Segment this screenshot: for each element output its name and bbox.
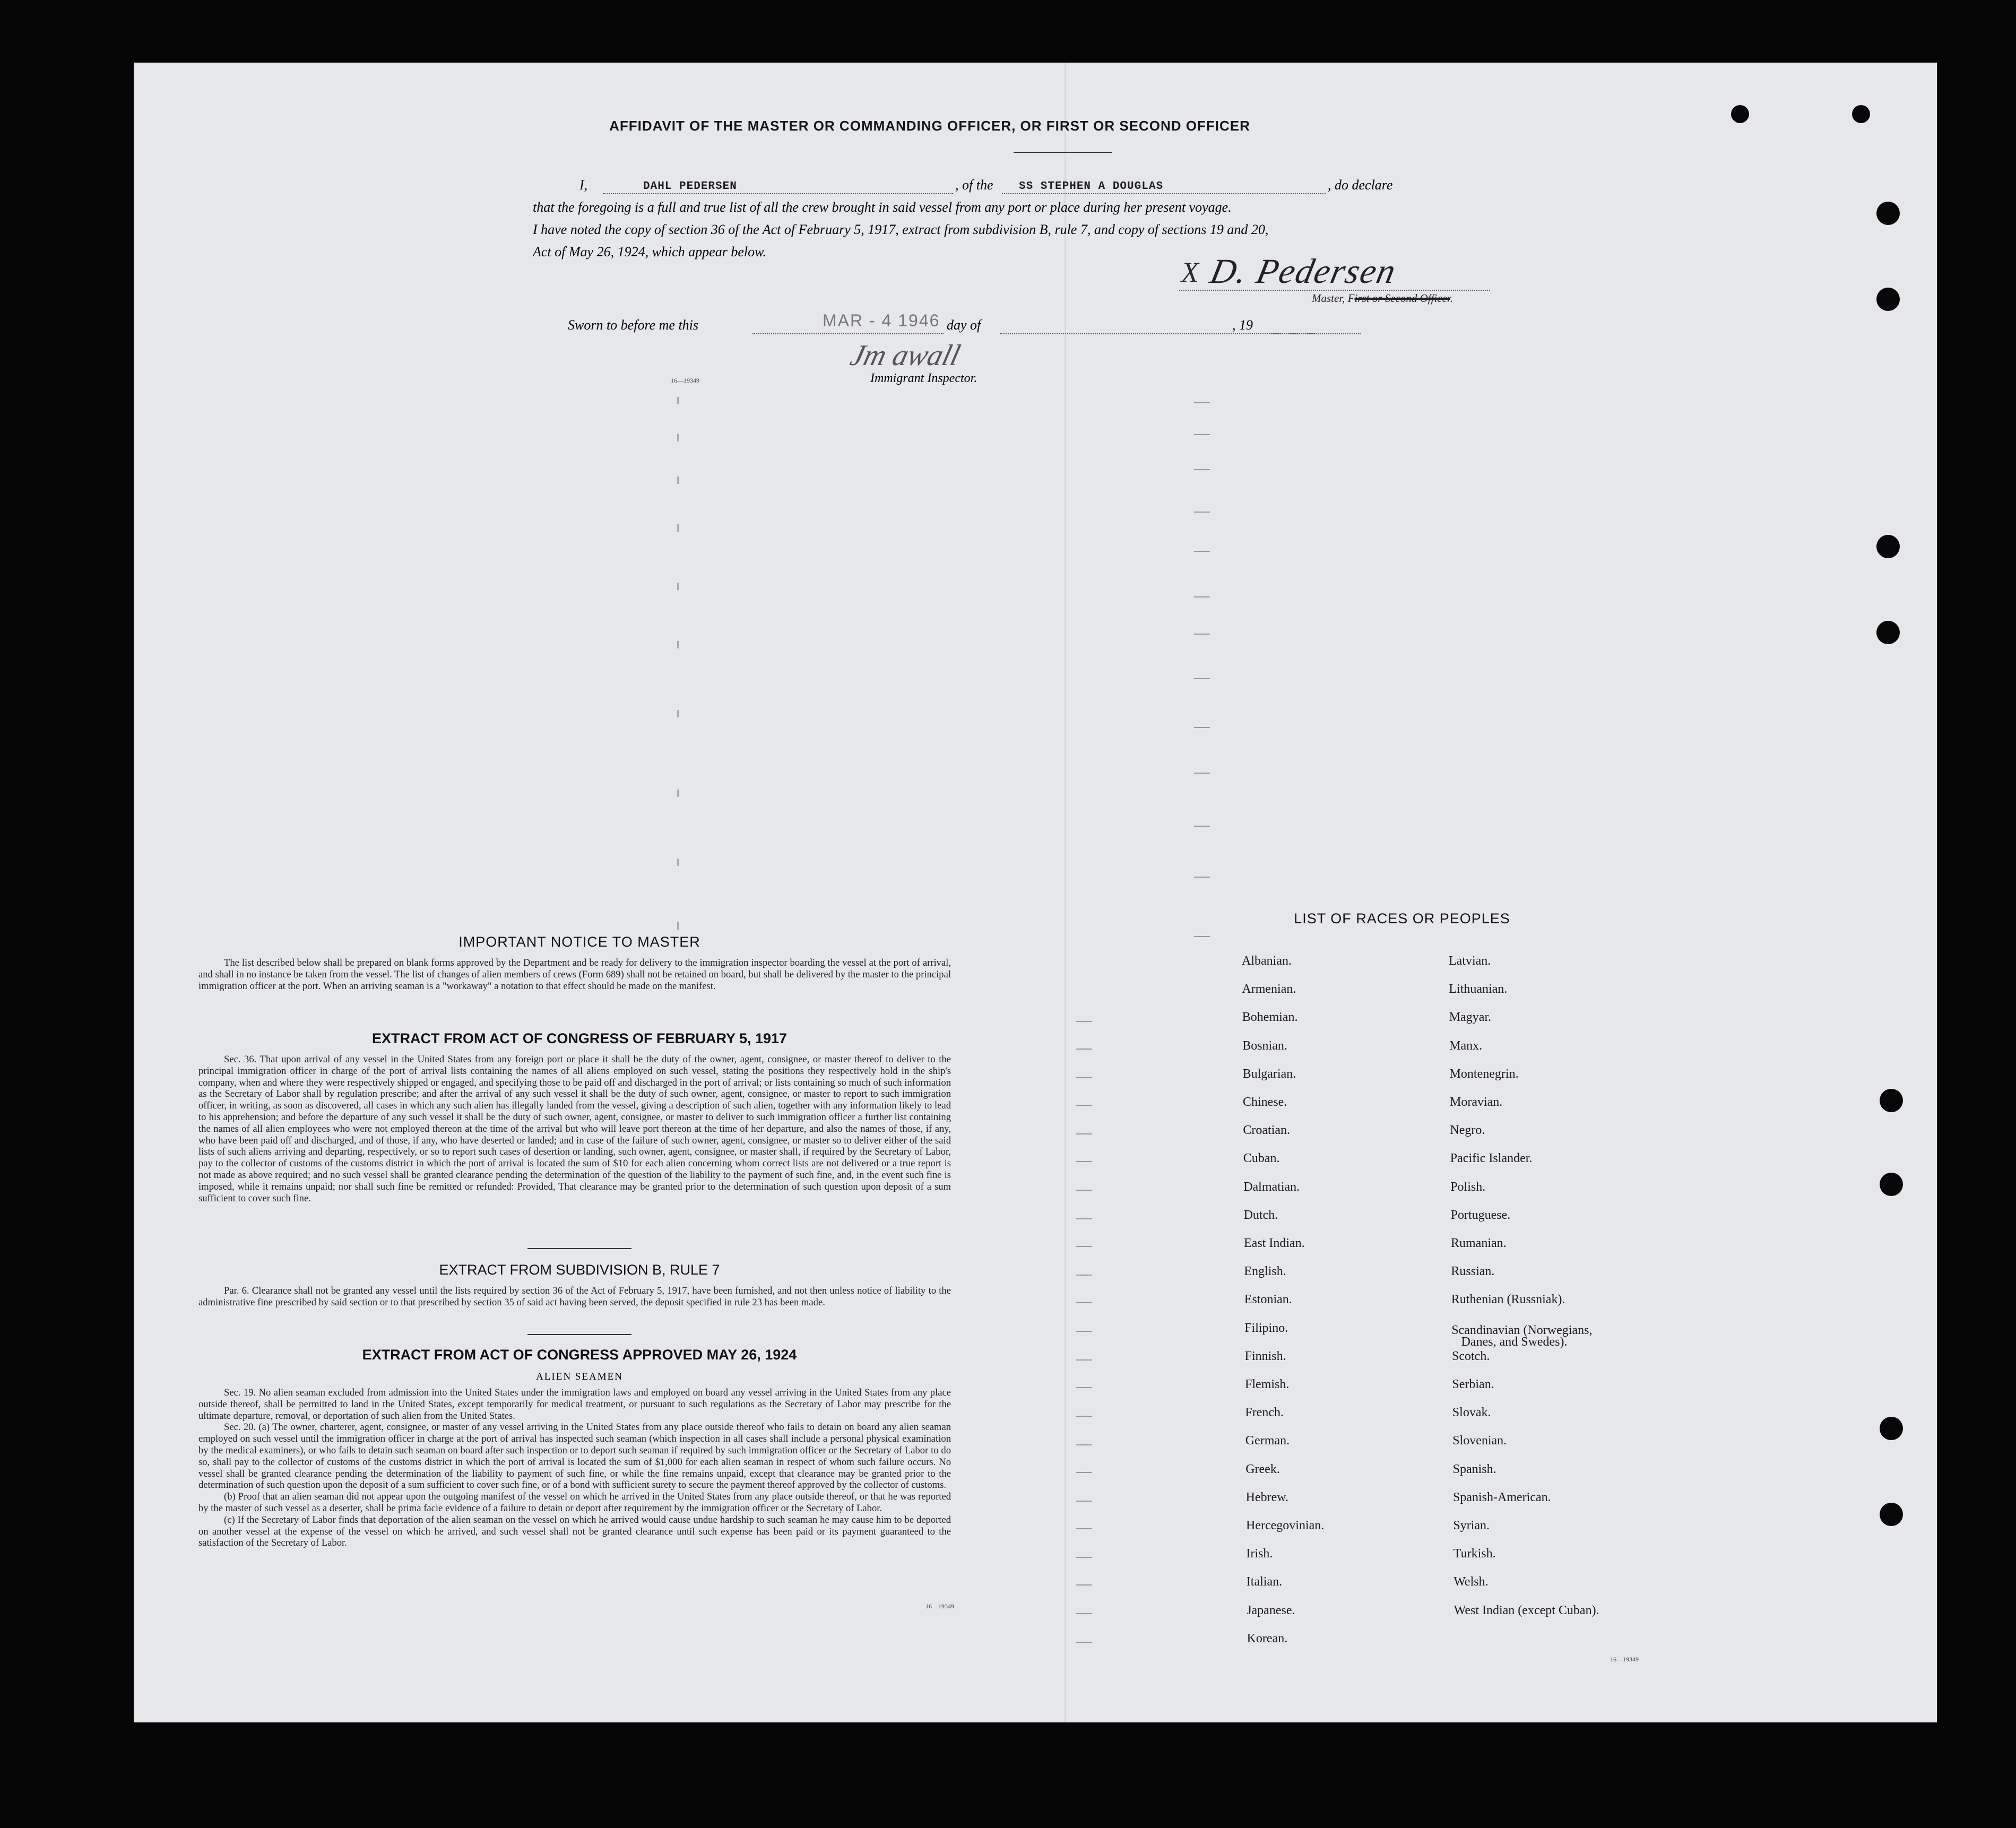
ghost-dash bbox=[1194, 551, 1210, 552]
ghost-dash bbox=[1194, 826, 1210, 827]
race-item: Japanese. bbox=[1247, 1603, 1295, 1617]
ghost-tick bbox=[677, 397, 679, 404]
ghost-dash bbox=[1076, 1161, 1092, 1162]
declarant-pronoun: I, bbox=[579, 177, 588, 193]
extract-rule7-text bbox=[198, 1285, 951, 1309]
ghost-dash bbox=[1076, 1021, 1092, 1022]
race-item: Russian. bbox=[1451, 1264, 1495, 1279]
ghost-tick bbox=[677, 477, 679, 484]
notice-title: IMPORTANT NOTICE TO MASTER bbox=[458, 934, 700, 950]
ghost-dash bbox=[1194, 512, 1210, 513]
sec20b-paragraph: (b) Proof that an alien seaman did not appear upon the outgoing manifest of the vessel on which he arrived in the United States from any place outside thereof, or that he was reported by the master of such vessel as a deserter, shall be prima facie evidence of a failure to detain or deport after requirement by the immigration officer or the Secretary of Labor. bbox=[198, 1491, 951, 1514]
ghost-dash bbox=[1194, 773, 1210, 774]
race-item: Chinese. bbox=[1243, 1095, 1287, 1109]
ghost-dash bbox=[1076, 1275, 1092, 1276]
punch-hole bbox=[1880, 1503, 1903, 1526]
ghost-dash bbox=[1076, 1190, 1092, 1191]
race-item: Finnish. bbox=[1244, 1349, 1286, 1363]
vessel-name-line bbox=[1002, 193, 1326, 194]
ghost-dash bbox=[1076, 1584, 1092, 1586]
extract-1924-subtitle: ALIEN SEAMEN bbox=[536, 1371, 623, 1382]
race-item: Korean. bbox=[1247, 1631, 1288, 1645]
race-item: Croatian. bbox=[1243, 1123, 1291, 1138]
race-item: West Indian (except Cuban). bbox=[1453, 1603, 1599, 1617]
race-item: Spanish-American. bbox=[1453, 1490, 1551, 1504]
master-name-value: DAHL PEDERSEN bbox=[643, 180, 737, 193]
races-form-code: 16—19349 bbox=[1610, 1656, 1639, 1663]
ghost-dash bbox=[1076, 1246, 1092, 1247]
signature-mark: X bbox=[1181, 256, 1199, 288]
race-item: Slovak. bbox=[1452, 1406, 1491, 1420]
race-item: Hercegovinian. bbox=[1246, 1519, 1325, 1532]
affidavit-line-4: Act of May 26, 1924, which appear below. bbox=[533, 244, 767, 259]
races-title: LIST OF RACES OR PEOPLES bbox=[1294, 911, 1510, 926]
extract-rule7-paragraph: Par. 6. Clearance shall not be granted any vessel until the lists required by section 36 of the Act of February 5, 1917, have been furnished, and not then unless notice of liability to the administrative fine prescribed by said section or to that prescribed by section 35 of said act having been served, the deposit specified in rule 23 has been made. bbox=[198, 1285, 951, 1308]
punch-hole bbox=[1876, 202, 1900, 225]
race-item: English. bbox=[1244, 1264, 1286, 1279]
ghost-dash bbox=[1076, 1501, 1092, 1502]
punch-hole bbox=[1731, 105, 1749, 123]
sec20c-paragraph: (c) If the Secretary of Labor finds that deportation of the alien seaman on the vessel on which he arrived would cause undue hardship to such seaman he may cause him to be deported on another vessel at the expense of the vessel on which he arrived, and such vessel shall not be granted clearance until such expense has been paid or its payment guaranteed to the satisfaction of the Secretary of Labor. bbox=[198, 1514, 951, 1549]
ghost-tick bbox=[677, 583, 679, 590]
affidavit-form-code: 16—19349 bbox=[671, 377, 699, 384]
race-item: French. bbox=[1245, 1406, 1284, 1420]
punch-hole bbox=[1880, 1173, 1903, 1196]
race-item: Slovenian. bbox=[1452, 1434, 1507, 1448]
notice-paragraph: The list described below shall be prepared on blank forms approved by the Department and be ready for delivery to the immigration inspector boarding the vessel at the port of arrival, and shall in no instance be taken from the vessel. The list of changes of alien members of crews (Form 689) shall not be retained on board, but shall be delivered by the master to the principal immigration officer at the port. When an arriving seaman is a "workaway" a notation to that effect should be made on the manifest. bbox=[198, 957, 951, 992]
race-item: Armenian. bbox=[1242, 982, 1296, 997]
punch-hole bbox=[1876, 621, 1900, 644]
race-item: Scotch. bbox=[1452, 1349, 1490, 1363]
race-item: Hebrew. bbox=[1245, 1490, 1288, 1504]
ghost-dash bbox=[1194, 469, 1210, 470]
race-item: Dalmatian. bbox=[1243, 1180, 1300, 1194]
inspector-label: Immigrant Inspector. bbox=[870, 371, 977, 385]
race-item: Scandinavian (Norwegians, bbox=[1451, 1323, 1593, 1337]
race-item: East Indian. bbox=[1244, 1236, 1305, 1250]
race-item: Lithuanian. bbox=[1449, 982, 1508, 997]
ghost-dash bbox=[1194, 727, 1210, 728]
ghost-dash bbox=[1194, 936, 1210, 937]
race-item: Manx. bbox=[1449, 1038, 1483, 1053]
punch-hole bbox=[1880, 1089, 1903, 1112]
race-item: Danes, and Swedes). bbox=[1461, 1335, 1568, 1349]
ghost-tick bbox=[677, 641, 679, 648]
master-name-line bbox=[603, 193, 953, 194]
ghost-tick bbox=[677, 434, 679, 441]
race-item: Greek. bbox=[1245, 1462, 1280, 1476]
ghost-dash bbox=[1076, 1218, 1092, 1219]
sec19-paragraph: Sec. 19. No alien seaman excluded from admission into the United States under the immigration laws and employed on board any vessel arriving in the United States from any place outside thereof, shall be permitted to land in the United States, except temporarily for medical treatment, or pursuant to such regulations as the Secretary of Labor may prescribe for the ultimate departure, removal, or deportation of such alien from the United States. bbox=[198, 1387, 951, 1422]
ghost-dash bbox=[1076, 1133, 1092, 1134]
year-label: , 19 bbox=[1232, 317, 1253, 333]
ghost-dash bbox=[1194, 402, 1210, 403]
sworn-label: Sworn to before me this bbox=[568, 317, 699, 333]
ghost-dash bbox=[1076, 1416, 1092, 1417]
race-item: Bulgarian. bbox=[1242, 1067, 1296, 1081]
ghost-dash bbox=[1076, 1642, 1092, 1643]
race-item: Pacific Islander. bbox=[1450, 1151, 1533, 1166]
ghost-dash bbox=[1076, 1359, 1092, 1361]
punch-hole bbox=[1852, 105, 1870, 123]
day-of-label: day of bbox=[947, 317, 981, 333]
ghost-tick bbox=[677, 524, 679, 532]
race-item: Moravian. bbox=[1450, 1095, 1503, 1109]
race-item: Dutch. bbox=[1243, 1208, 1278, 1222]
race-item: Estonian. bbox=[1244, 1293, 1292, 1307]
extract-1917-title: EXTRACT FROM ACT OF CONGRESS OF FEBRUARY 5, 1917 bbox=[371, 1030, 788, 1046]
extract-1917-paragraph: Sec. 36. That upon arrival of any vessel in the United States from any foreign port or place it shall be the duty of the owner, agent, consignee, or master thereof to deliver to the principal immigration officer in charge of the port of arrival lists containing the names of all aliens employed on such vessel, stating the positions they respectively hold in the ship's company, when and where they were respectively shipped or engaged, and specifying those to be paid off and discharged in the port of arrival; or lists containing so much of such information as the Secretary of Labor shall by regulation prescribe; and after the arrival of any such vessel it shall be the duty of such owner, agent, consignee, or master to report to such immigration officer, in writing, as soon as discovered, all cases in which any such alien has illegally landed from the vessel, giving a description of such alien, together with any information likely to lead to his apprehension; and before the departure of any such vessel it shall be the duty of such owner, agent, consignee, or master to deliver to such immigration officer a further list containing the names of all alien employees who were not employed thereon at the time of the arrival but who will leave port thereon at the time of her departure, and also the names of those, if any, who have been paid off and discharged, and of those, if any, who have deserted or landed; and in case of the failure of such owner, agent, consignee, or master so to deliver either of the said lists of such aliens arriving and departing, respectively, or so to report such cases of desertion or landing, such owner, agent, consignee, or master shall, if required by the Secretary of Labor, pay to the collector of customs of the customs district in which the port of arrival is located the sum of $10 for each alien concerning whom correct lists are not delivered or a true report is not made as above required; and no such vessel shall be granted clearance pending the determination of the question of the liability to the payment of such fine, and, in the event such fine is imposed, while it remains unpaid; nor shall such fine be remitted or refunded: Provided, That clearance may be granted prior to the determination of such question upon deposit of a sum sufficient to cover such fine. bbox=[198, 1054, 951, 1204]
race-item: Spanish. bbox=[1452, 1462, 1496, 1476]
extract-1924-text bbox=[198, 1387, 951, 1549]
page-crease bbox=[1065, 63, 1066, 1722]
race-item: German. bbox=[1245, 1434, 1290, 1448]
ghost-dash bbox=[1194, 678, 1210, 679]
vessel-name-value: SS STEPHEN A DOUGLAS bbox=[1019, 180, 1164, 193]
race-item: Bohemian. bbox=[1242, 1010, 1298, 1025]
section-divider bbox=[527, 1248, 631, 1249]
race-item: Filipino. bbox=[1244, 1321, 1288, 1335]
punch-hole bbox=[1880, 1417, 1903, 1440]
signature-role bbox=[1312, 292, 1453, 305]
ghost-dash bbox=[1194, 877, 1210, 878]
race-item: Negro. bbox=[1450, 1123, 1485, 1138]
ghost-tick bbox=[677, 710, 679, 717]
affidavit-title: AFFIDAVIT OF THE MASTER OR COMMANDING OFFICER, OR FIRST OR SECOND OFFICER bbox=[609, 118, 1250, 134]
section-divider bbox=[527, 1334, 631, 1335]
race-item: Syrian. bbox=[1453, 1519, 1490, 1532]
inspector-signature: Jm awall bbox=[847, 339, 964, 372]
ghost-dash bbox=[1076, 1528, 1092, 1529]
extract-1917-text bbox=[198, 1054, 951, 1204]
notice-text bbox=[198, 957, 951, 992]
ghost-tick bbox=[677, 859, 679, 866]
ghost-dash bbox=[1076, 1472, 1092, 1473]
race-item: Magyar. bbox=[1449, 1010, 1492, 1025]
title-underline bbox=[1014, 152, 1112, 153]
ghost-dash bbox=[1076, 1387, 1092, 1388]
punch-hole bbox=[1876, 288, 1900, 311]
ghost-dash bbox=[1194, 596, 1210, 597]
race-item: Irish. bbox=[1246, 1547, 1273, 1561]
race-item: Cuban. bbox=[1243, 1151, 1280, 1166]
year-line bbox=[1267, 333, 1315, 334]
of-the-label: , of the bbox=[955, 177, 993, 193]
ghost-dash bbox=[1076, 1077, 1092, 1078]
extract-form-code: 16—19349 bbox=[925, 1602, 954, 1610]
race-item: Rumanian. bbox=[1451, 1236, 1507, 1250]
ghost-dash bbox=[1076, 1105, 1092, 1106]
race-item: Latvian. bbox=[1449, 954, 1491, 968]
ghost-dash bbox=[1076, 1331, 1092, 1332]
ghost-dash bbox=[1076, 1444, 1092, 1445]
race-item: Montenegrin. bbox=[1449, 1067, 1519, 1081]
ghost-tick bbox=[677, 922, 679, 930]
do-declare-label: , do declare bbox=[1328, 177, 1393, 193]
race-item: Bosnian. bbox=[1242, 1038, 1287, 1053]
ghost-dash bbox=[1194, 434, 1210, 435]
sworn-date-line bbox=[752, 333, 944, 334]
sec20a-paragraph: Sec. 20. (a) The owner, charterer, agent, consignee, or master of any vessel arriving in the United States from any place outside thereof who fails to detain on board any alien seaman employed on such vessel until the immigration officer in charge at the port of arrival has inspected such seaman (which inspection in all cases shall include a personal physical examination by the medical examiners), or who fails to detain such seaman on board after such inspection or to deport such seaman if required by such immigration officer or the Secretary of Labor to do so, shall pay to the collector of customs of the customs district in which the port of arrival is located the sum of $1,000 for each alien seaman in respect of whom such failure occurs. No vessel shall be granted clearance pending the determination of the liability to payment of such fine, or while the fine remains unpaid, except that clearance may be granted prior to the determination of such question upon the deposit of a sum sufficient to cover such fine, or of a bond with sufficient surety to secure the payment thereof approved by the collector of customs. bbox=[198, 1422, 951, 1491]
sworn-stamp-date: MAR - 4 1946 bbox=[823, 311, 940, 330]
ghost-dash bbox=[1076, 1049, 1092, 1050]
ghost-tick bbox=[677, 790, 679, 797]
race-item: Italian. bbox=[1246, 1575, 1283, 1589]
signature-role-prefix: Master, F bbox=[1312, 292, 1355, 305]
affidavit-line-3: I have noted the copy of section 36 of the Act of February 5, 1917, extract from subdivision B, rule 7, and copy of sections 19 and 20, bbox=[533, 222, 1269, 237]
race-item: Ruthenian (Russniak). bbox=[1451, 1293, 1565, 1307]
race-item: Portuguese. bbox=[1450, 1208, 1511, 1222]
document-page bbox=[134, 63, 1937, 1722]
extract-1924-title: EXTRACT FROM ACT OF CONGRESS APPROVED MAY 26, 1924 bbox=[362, 1347, 797, 1363]
race-item: Turkish. bbox=[1453, 1547, 1496, 1561]
race-item: Flemish. bbox=[1245, 1378, 1290, 1391]
punch-hole bbox=[1876, 535, 1900, 558]
signature-line bbox=[1179, 290, 1490, 291]
ghost-dash bbox=[1076, 1302, 1092, 1303]
signature-role-struck: irst or Second Officer bbox=[1354, 292, 1450, 305]
race-item: Albanian. bbox=[1242, 954, 1292, 968]
master-signature: D. Pedersen bbox=[1207, 252, 1400, 291]
race-item: Serbian. bbox=[1452, 1378, 1494, 1391]
ghost-dash bbox=[1194, 634, 1210, 635]
ghost-dash bbox=[1076, 1557, 1092, 1558]
race-item: Polish. bbox=[1450, 1180, 1486, 1194]
ghost-dash bbox=[1076, 1613, 1092, 1614]
race-item: Welsh. bbox=[1453, 1575, 1489, 1589]
extract-rule7-title: EXTRACT FROM SUBDIVISION B, RULE 7 bbox=[439, 1262, 720, 1278]
affidavit-line-2: that the foregoing is a full and true list of all the crew brought in said vessel from any port or place during her present voyage. bbox=[533, 200, 1232, 215]
signature-role-suffix: . bbox=[1450, 292, 1453, 305]
